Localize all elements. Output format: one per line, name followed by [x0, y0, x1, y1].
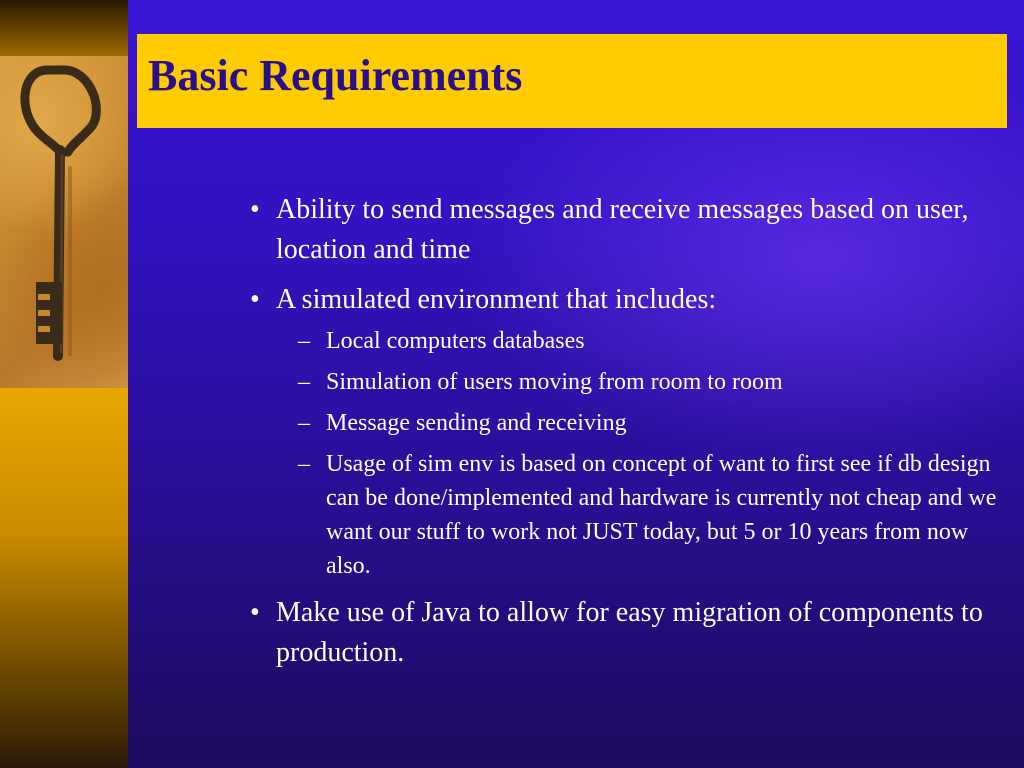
sub-bullet-text: Local computers databases	[326, 328, 585, 354]
sub-bullet-list	[298, 324, 1002, 583]
bullet-marker: •	[250, 194, 260, 225]
sub-bullet-item	[298, 365, 1002, 399]
dash-marker: –	[298, 451, 310, 477]
bullet-item	[250, 190, 1002, 270]
sub-bullet-item	[298, 406, 1002, 440]
sub-bullet-text: Simulation of users moving from room to room	[326, 369, 783, 395]
slide-title: Basic Requirements	[148, 51, 523, 100]
bullet-marker: •	[250, 597, 260, 628]
dash-marker: –	[298, 328, 310, 354]
bullet-list	[250, 190, 1002, 683]
sub-bullet-text: Message sending and receiving	[326, 410, 627, 436]
bullet-item	[250, 593, 1002, 673]
old-key-icon-graphic	[0, 56, 128, 388]
bullet-item	[250, 280, 1002, 583]
dash-marker: –	[298, 369, 310, 395]
dash-marker: –	[298, 410, 310, 436]
bullet-marker: •	[250, 284, 260, 315]
sub-bullet-item	[298, 447, 1002, 583]
old-key-icon	[0, 56, 128, 388]
bullet-text: Make use of Java to allow for easy migration of components to production.	[276, 597, 983, 668]
bullet-text: A simulated environment that includes:	[276, 284, 717, 315]
bullet-text: Ability to send messages and receive messages based on user, location and time	[276, 194, 969, 265]
sub-bullet-text: Usage of sim env is based on concept of want to first see if db design can be done/implemented and hardware is currently not cheap and we want our stuff to work not JUST today, but 5 or 10 years from now also.	[326, 451, 997, 579]
sub-bullet-item	[298, 324, 1002, 358]
